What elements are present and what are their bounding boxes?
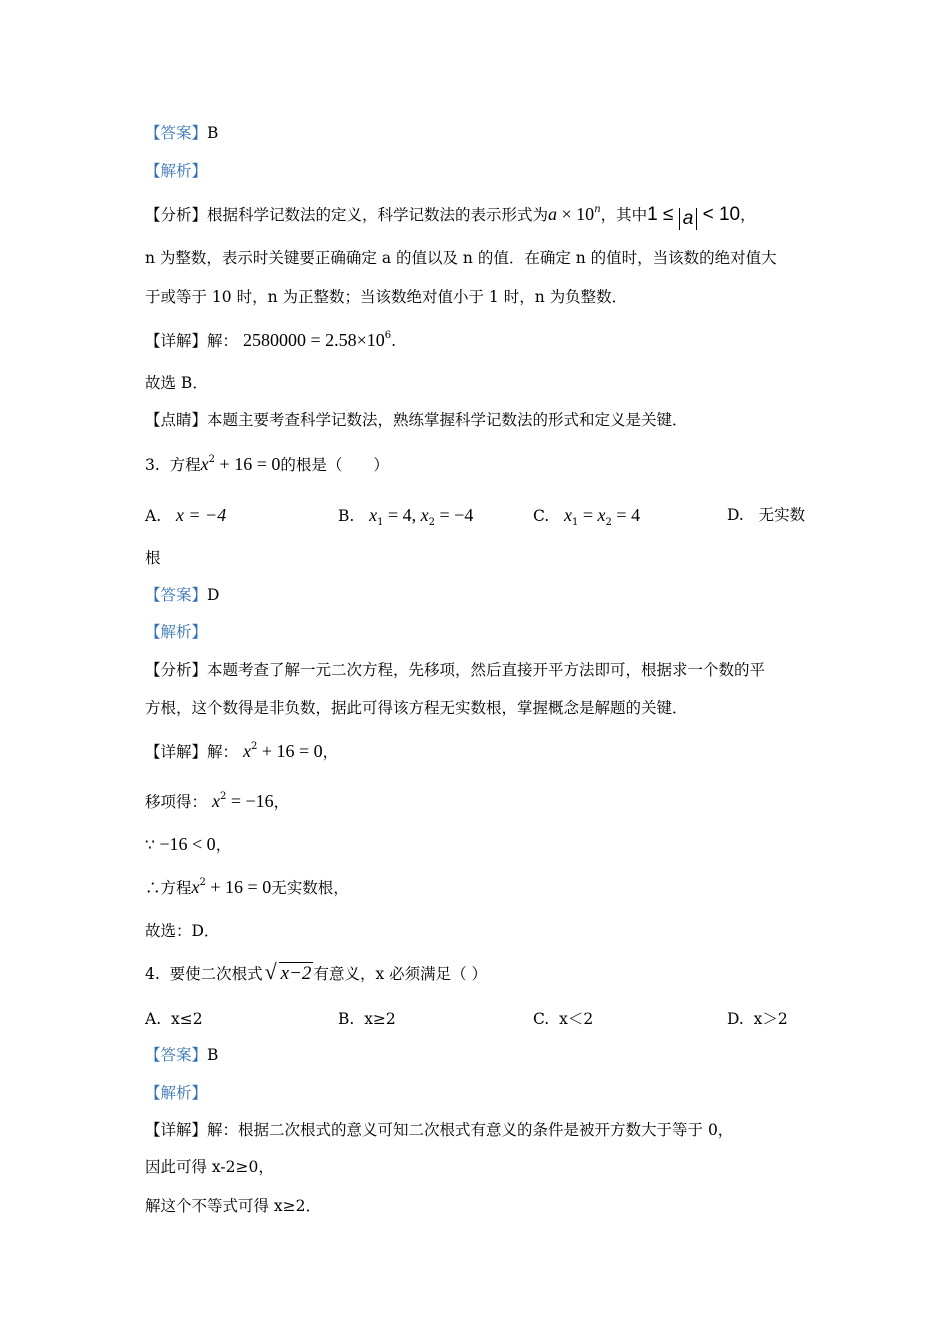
q3-therefore-x: x <box>191 877 200 897</box>
q4-opt-d-label: D. <box>727 1010 744 1028</box>
formula-times: × 10 <box>557 204 595 224</box>
q3-text-before: 方程 <box>169 456 201 474</box>
q4-opt-c-value: x＜2 <box>559 1010 594 1028</box>
q3-therefore-text: 方程 <box>160 879 192 897</box>
q4-answer-line <box>145 1044 218 1066</box>
q3-answer-value: D <box>207 586 220 604</box>
fenxi-line2-q2: n 为整数，表示时关键要正确确定 a 的值以及 n 的值．在确定 n 的值时，当该数的绝对值大 <box>145 249 777 267</box>
q3-opt-b-x2: x <box>420 505 429 525</box>
formula-n: n <box>594 204 601 215</box>
answer-line-q2 <box>145 122 218 144</box>
q3-choose-line: 故选：D． <box>145 922 220 940</box>
q4-text-after: 有意义，x 必须满足（ ） <box>313 965 488 983</box>
detail-end: . <box>391 332 397 350</box>
q3-fenxi-text1: 本题考查了解一元二次方程，先移项，然后直接开平方法即可，根据求一个数的平 <box>207 661 766 679</box>
q3-number: 3. <box>145 456 160 474</box>
q3-opt-c-label: C. <box>533 507 550 525</box>
q3-move-text: 移项得： <box>145 793 208 811</box>
q3-opt-b-end: = −4 <box>435 505 474 525</box>
detail-exp: 6 <box>384 330 392 341</box>
q3-opt-b-label: B. <box>338 507 355 525</box>
therefore-symbol: ∴ <box>145 879 161 897</box>
detail-tag: 【详解】 <box>145 332 208 350</box>
q4-detail-line2: 因此可得 x-2≥0， <box>145 1158 274 1176</box>
q4-answer-value: B <box>207 1046 219 1064</box>
q3-because-comma: ， <box>215 836 232 854</box>
q4-number: 4. <box>145 965 160 983</box>
range-comma: ， <box>740 206 756 224</box>
q3-move-exp: 2 <box>219 791 227 802</box>
q3-fenxi-tag: 【分析】 <box>145 661 208 679</box>
q4-opt-b-label: B. <box>338 1010 355 1028</box>
q3-because-line <box>145 833 231 856</box>
q4-text-before: 要使二次根式 <box>169 965 263 983</box>
dianjing-tag: 【点睛】 <box>145 411 208 429</box>
q3-opt-b-x1: x <box>369 505 378 525</box>
range-a: a <box>682 208 694 229</box>
q3-because-eq: −16 < 0 <box>154 834 216 854</box>
q3-opt-b-mid: = 4, <box>383 505 421 525</box>
q4-answer-tag: 【答案】 <box>145 1046 208 1064</box>
dianjing-text: 本题主要考查科学记数法，熟练掌握科学记数法的形式和定义是关键． <box>207 411 688 429</box>
q3-eq-rest: + 16 = 0 <box>215 454 281 474</box>
q3-stem <box>145 453 389 476</box>
q3-move-line <box>145 790 289 813</box>
q3-opt-d-label: D. <box>727 506 744 524</box>
fenxi-text: 根据科学记数法的定义，科学记数法的表示形式为 <box>207 206 549 224</box>
q3-option-d <box>727 504 805 526</box>
q3-therefore-line <box>145 876 349 899</box>
q3-therefore-end: 无实数根， <box>271 879 349 897</box>
q4-detail-line3: 解这个不等式可得 x≥2． <box>145 1197 322 1215</box>
q3-option-b <box>338 504 473 527</box>
q3-analysis-tag: 【解析】 <box>145 623 208 641</box>
q3-detail-line <box>145 740 338 763</box>
q4-stem <box>145 959 488 985</box>
q4-opt-c-label: C. <box>533 1010 550 1028</box>
q3-opt-c-s1: 1 <box>572 517 579 528</box>
q3-answer-tag: 【答案】 <box>145 586 208 604</box>
fenxi-line1-q2 <box>145 203 756 230</box>
formula-a: a <box>548 204 558 224</box>
q3-answer-line <box>145 584 219 606</box>
q3-opt-c-x2: x <box>597 505 606 525</box>
q3-detail-tag: 【详解】 <box>145 743 208 761</box>
q3-opt-c-end: = 4 <box>611 505 641 525</box>
q3-eq-exp: 2 <box>208 454 216 465</box>
q3-detail-eq-rest: + 16 = 0 <box>257 741 323 761</box>
q4-option-a <box>145 1008 203 1030</box>
q4-radicand: x−2 <box>280 963 312 984</box>
fenxi-line3-q2: 于或等于 10 时，n 为正整数；当该数绝对值小于 1 时，n 为负整数． <box>145 288 628 306</box>
q3-move-comma: ， <box>273 793 290 811</box>
q3-option-c <box>533 504 640 527</box>
dianjing-line <box>145 409 688 431</box>
q3-move-eq-rest: = −16 <box>226 791 274 811</box>
q3-therefore-exp: 2 <box>199 877 206 888</box>
abs-value <box>679 208 698 230</box>
q4-detail-text1: 解：根据二次根式的意义可知二次根式有意义的条件是被开方数大于等于 0， <box>207 1121 734 1139</box>
q3-opt-b-s1: 1 <box>377 517 384 528</box>
fenxi-text2: ，其中 <box>600 206 648 224</box>
sqrt-radical: √ x−2 <box>264 959 312 984</box>
q4-detail-line1 <box>145 1119 733 1141</box>
q3-fenxi-line2: 方根，这个数得是非负数，据此可得该方程无实数根，掌握概念是解题的关键． <box>145 699 688 717</box>
q4-option-c <box>533 1008 593 1030</box>
answer-value: B <box>207 124 219 142</box>
q3-detail-comma: ， <box>322 743 339 761</box>
q4-option-d <box>727 1008 788 1030</box>
q3-option-d-wrap: 根 <box>145 549 161 567</box>
q3-opt-c-s2: 2 <box>605 517 612 528</box>
q3-option-a <box>145 504 226 527</box>
answer-tag: 【答案】 <box>145 124 208 142</box>
q3-opt-d-value: 无实数 <box>758 506 806 524</box>
q3-opt-c-x1: x <box>564 505 573 525</box>
detail-formula: 2580000 = 2.58×10 <box>242 330 385 350</box>
q4-opt-a-label: A. <box>145 1010 162 1028</box>
q4-detail-tag: 【详解】 <box>145 1121 208 1139</box>
detail-line-q2 <box>145 329 396 352</box>
q3-eq-x: x <box>200 454 209 474</box>
analysis-tag-q2: 【解析】 <box>145 162 208 180</box>
q3-opt-a-label: A. <box>145 507 162 525</box>
q3-opt-b-s2: 2 <box>428 517 436 528</box>
range-1: 1 ≤ <box>647 204 679 225</box>
q3-opt-a-value: x = −4 <box>175 505 227 525</box>
fenxi-tag: 【分析】 <box>145 206 208 224</box>
choose-line-q2: 故选 B． <box>145 374 208 392</box>
q3-move-x: x <box>211 791 220 811</box>
q4-option-b <box>338 1008 396 1030</box>
q3-fenxi-line1 <box>145 659 765 681</box>
range-10: < 10 <box>697 204 741 225</box>
because-symbol: ∵ <box>145 836 155 854</box>
q4-opt-d-value: x＞2 <box>753 1010 788 1028</box>
q4-opt-b-value: x≥2 <box>364 1010 396 1028</box>
q3-detail-text: 解： <box>207 743 239 761</box>
q3-detail-x: x <box>242 741 251 761</box>
q3-detail-exp: 2 <box>250 741 258 752</box>
detail-text: 解： <box>207 332 239 350</box>
q3-opt-c-mid: = <box>578 505 598 525</box>
q3-text-after: 的根是（ ） <box>280 456 389 474</box>
q4-analysis-tag: 【解析】 <box>145 1084 208 1102</box>
q3-therefore-eq-rest: + 16 = 0 <box>205 877 272 897</box>
q4-opt-a-value: x≤2 <box>170 1010 203 1028</box>
